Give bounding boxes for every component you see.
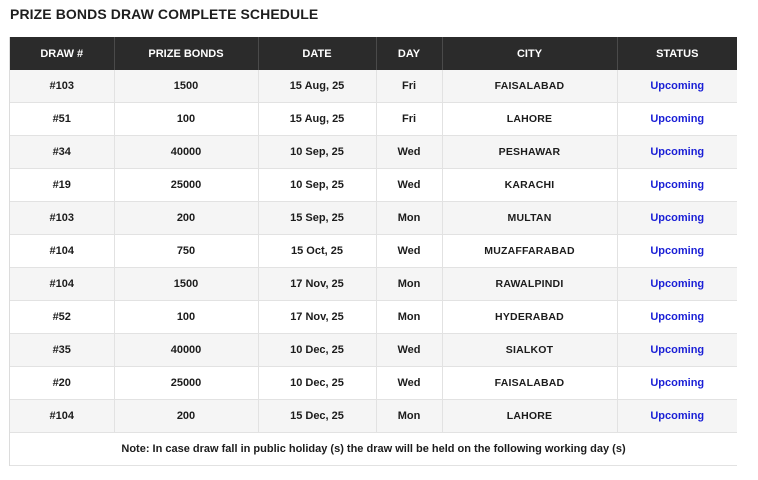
header-draw: DRAW #	[10, 37, 114, 70]
schedule-table	[10, 37, 737, 466]
status-cell[interactable]: Upcoming	[617, 400, 737, 433]
date-cell: 17 Nov, 25	[258, 301, 376, 334]
schedule-table-container	[9, 37, 737, 466]
prize-bonds-cell: 40000	[114, 136, 258, 169]
date-cell: 10 Dec, 25	[258, 334, 376, 367]
prize-bonds-cell: 100	[114, 103, 258, 136]
table-row	[10, 169, 737, 202]
city-cell: FAISALABAD	[442, 70, 617, 103]
city-cell: SIALKOT	[442, 334, 617, 367]
city-cell: HYDERABAD	[442, 301, 617, 334]
table-row	[10, 301, 737, 334]
note-row	[10, 433, 737, 466]
prize-bonds-cell: 1500	[114, 70, 258, 103]
day-cell: Wed	[376, 169, 442, 202]
draw-cell: #20	[10, 367, 114, 400]
day-cell: Fri	[376, 103, 442, 136]
prize-bonds-cell: 200	[114, 400, 258, 433]
header-city: CITY	[442, 37, 617, 70]
status-cell[interactable]: Upcoming	[617, 367, 737, 400]
draw-cell: #35	[10, 334, 114, 367]
status-cell[interactable]: Upcoming	[617, 202, 737, 235]
status-cell[interactable]: Upcoming	[617, 136, 737, 169]
table-header	[10, 37, 737, 70]
city-cell: MUZAFFARABAD	[442, 235, 617, 268]
date-cell: 15 Oct, 25	[258, 235, 376, 268]
status-cell[interactable]: Upcoming	[617, 70, 737, 103]
city-cell: LAHORE	[442, 103, 617, 136]
draw-cell: #103	[10, 202, 114, 235]
status-cell[interactable]: Upcoming	[617, 268, 737, 301]
date-cell: 17 Nov, 25	[258, 268, 376, 301]
city-cell: RAWALPINDI	[442, 268, 617, 301]
prize-bonds-cell: 750	[114, 235, 258, 268]
table-footer	[10, 433, 737, 466]
date-cell: 15 Aug, 25	[258, 103, 376, 136]
draw-cell: #51	[10, 103, 114, 136]
day-cell: Wed	[376, 235, 442, 268]
table-row	[10, 202, 737, 235]
prize-bonds-cell: 25000	[114, 169, 258, 202]
date-cell: 15 Aug, 25	[258, 70, 376, 103]
table-row	[10, 136, 737, 169]
date-cell: 10 Dec, 25	[258, 367, 376, 400]
day-cell: Wed	[376, 334, 442, 367]
prize-bonds-cell: 1500	[114, 268, 258, 301]
table-row	[10, 70, 737, 103]
draw-cell: #104	[10, 268, 114, 301]
schedule-note: Note: In case draw fall in public holiday (s) the draw will be held on the following working day (s)	[10, 433, 737, 466]
city-cell: MULTAN	[442, 202, 617, 235]
prize-bonds-cell: 200	[114, 202, 258, 235]
date-cell: 10 Sep, 25	[258, 136, 376, 169]
header-prize-bonds: PRIZE BONDS	[114, 37, 258, 70]
date-cell: 10 Sep, 25	[258, 169, 376, 202]
prize-bonds-cell: 100	[114, 301, 258, 334]
table-row	[10, 400, 737, 433]
draw-cell: #104	[10, 400, 114, 433]
status-cell[interactable]: Upcoming	[617, 235, 737, 268]
header-day: DAY	[376, 37, 442, 70]
status-cell[interactable]: Upcoming	[617, 103, 737, 136]
table-row	[10, 103, 737, 136]
day-cell: Mon	[376, 400, 442, 433]
day-cell: Mon	[376, 301, 442, 334]
draw-cell: #34	[10, 136, 114, 169]
table-row	[10, 334, 737, 367]
page-title: PRIZE BONDS DRAW COMPLETE SCHEDULE	[10, 6, 319, 22]
table-row	[10, 367, 737, 400]
table-row	[10, 235, 737, 268]
status-cell[interactable]: Upcoming	[617, 334, 737, 367]
table-body	[10, 70, 737, 433]
city-cell: FAISALABAD	[442, 367, 617, 400]
header-row	[10, 37, 737, 70]
prize-bonds-cell: 40000	[114, 334, 258, 367]
header-date: DATE	[258, 37, 376, 70]
header-status: STATUS	[617, 37, 737, 70]
city-cell: PESHAWAR	[442, 136, 617, 169]
date-cell: 15 Sep, 25	[258, 202, 376, 235]
table-row	[10, 268, 737, 301]
draw-cell: #103	[10, 70, 114, 103]
day-cell: Wed	[376, 367, 442, 400]
prize-bonds-cell: 25000	[114, 367, 258, 400]
day-cell: Mon	[376, 268, 442, 301]
day-cell: Wed	[376, 136, 442, 169]
day-cell: Mon	[376, 202, 442, 235]
city-cell: KARACHI	[442, 169, 617, 202]
date-cell: 15 Dec, 25	[258, 400, 376, 433]
draw-cell: #19	[10, 169, 114, 202]
draw-cell: #104	[10, 235, 114, 268]
status-cell[interactable]: Upcoming	[617, 301, 737, 334]
city-cell: LAHORE	[442, 400, 617, 433]
day-cell: Fri	[376, 70, 442, 103]
draw-cell: #52	[10, 301, 114, 334]
status-cell[interactable]: Upcoming	[617, 169, 737, 202]
